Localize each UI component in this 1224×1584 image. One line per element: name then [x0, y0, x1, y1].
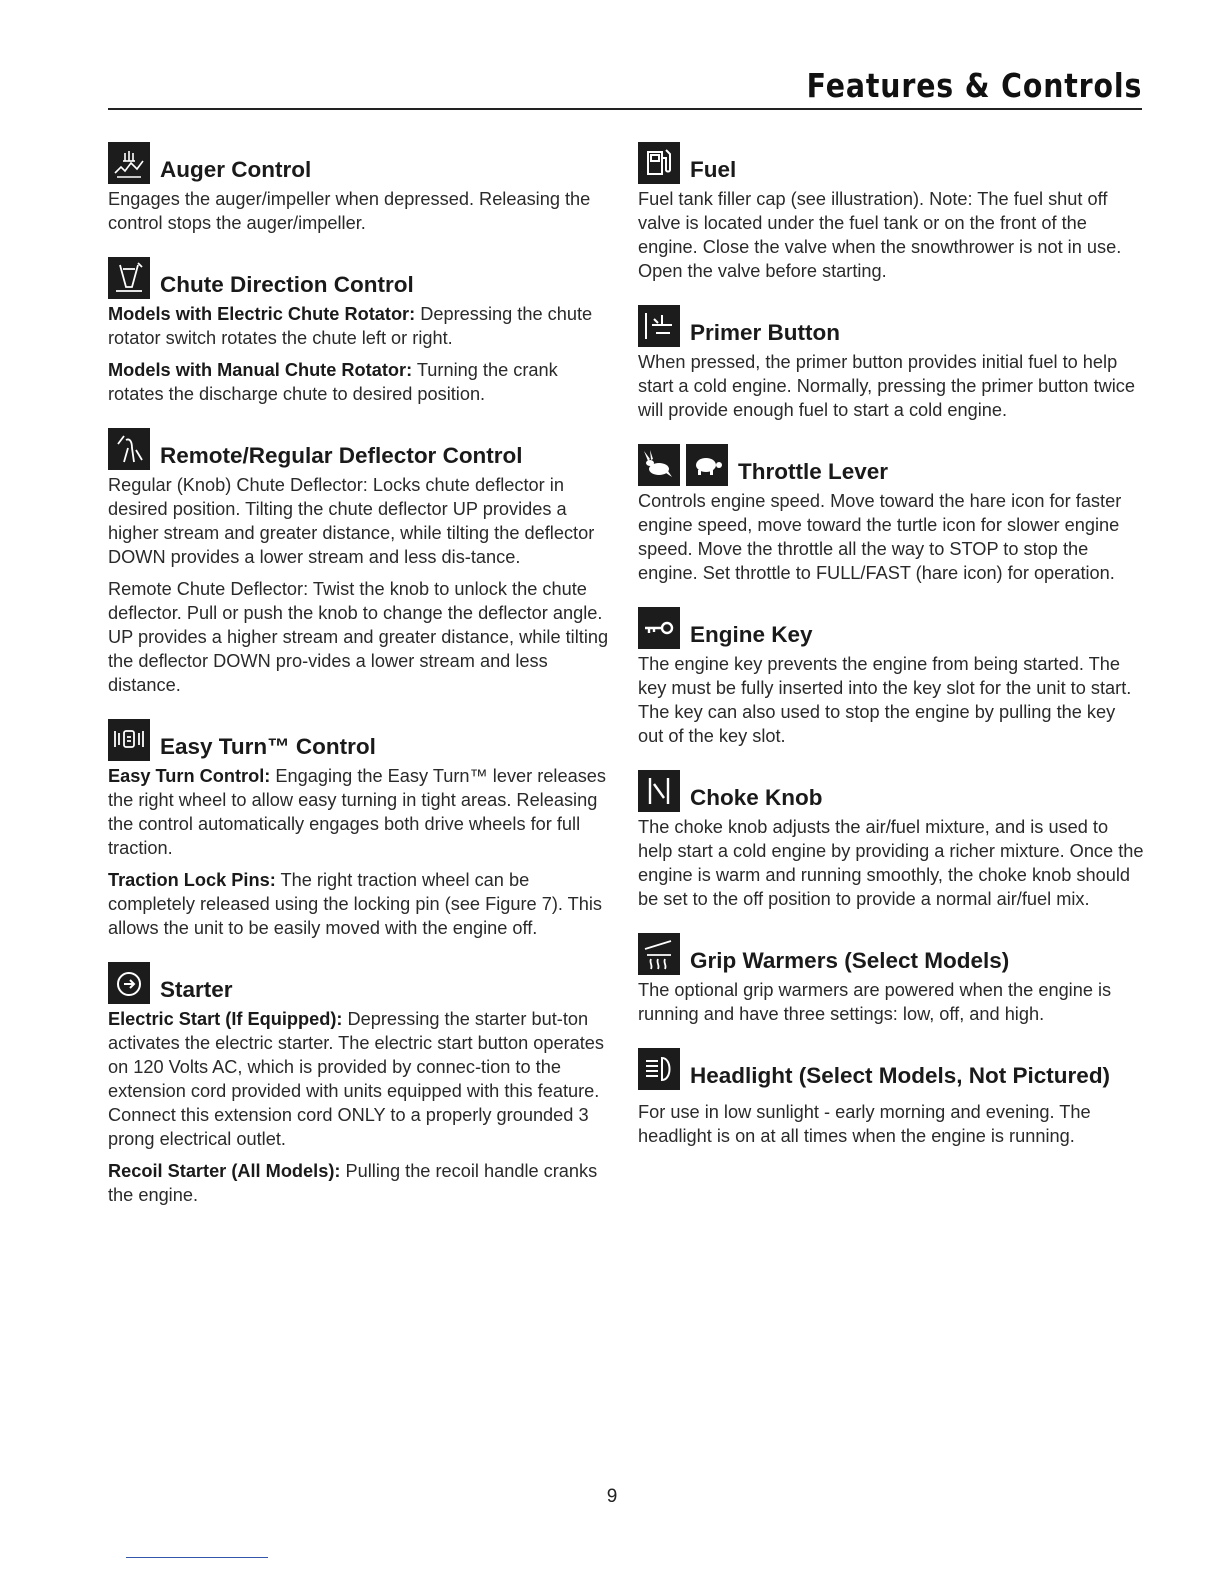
section-heading: [108, 962, 610, 1004]
paragraph-lead: Easy Turn Control:: [108, 766, 271, 786]
paragraph-text: When pressed, the primer button provides initial fuel to help start a cold engine. Normally, pressing the primer button twice will provide enough fuel to start a cold engine.: [638, 352, 1136, 420]
paragraph-lead: Models with Manual Chute Rotator:: [108, 360, 413, 380]
deflector-icon: [108, 428, 150, 470]
section-fuel: [638, 142, 1144, 283]
section-title: Engine Key: [690, 622, 813, 647]
section-paragraph: [638, 350, 1144, 422]
section-engine-key: [638, 607, 1144, 748]
section-grip-warmers-select-models: [638, 933, 1144, 1026]
section-title: Remote/Regular Deflector Control: [160, 443, 523, 468]
fuel-icon: [638, 142, 680, 184]
paragraph-text: Turning the crank rotates the discharge chute to desired position.: [108, 360, 558, 404]
section-paragraph: [638, 978, 1144, 1026]
section-title: Grip Warmers (Select Models): [690, 948, 1010, 973]
paragraph-text: The right traction wheel can be completely released using the locking pin (see Figure 7). This allows the unit to be easily moved with the engine off.: [108, 870, 603, 938]
section-heading: [108, 142, 610, 184]
paragraph-text: Depressing the starter but-ton activates the electric starter. The electric start button operates on 120 Volts AC, which is provided by connec-tion to the extension cord provided with units equipped with this feature. Connect this extension cord ONLY to a properly grounded 3 prong electrical outlet.: [108, 1009, 605, 1149]
section-paragraph: [108, 1159, 610, 1207]
section-heading: [638, 607, 1144, 649]
section-heading: [108, 428, 610, 470]
easy-turn-icon: [108, 719, 150, 761]
turtle-icon: [686, 444, 728, 486]
key-icon: [638, 607, 680, 649]
paragraph-text: The choke knob adjusts the air/fuel mixture, and is used to help start a cold engine by providing a richer mixture. Once the engine is warm and running smoothly, the choke knob should be set to the off position to provide a normal air/fuel mix.: [638, 817, 1144, 909]
section-heading: [638, 444, 1144, 486]
section-title: Easy Turn™ Control: [160, 734, 376, 759]
headlight-icon: [638, 1048, 680, 1090]
choke-icon: [638, 770, 680, 812]
section-paragraph: [108, 1007, 610, 1151]
section-choke-knob: [638, 770, 1144, 911]
section-paragraph: [108, 577, 610, 697]
starter-icon: [108, 962, 150, 1004]
section-primer-button: [638, 305, 1144, 422]
chute-icon: [108, 257, 150, 299]
section-paragraph: [108, 868, 610, 940]
page-header: [108, 62, 1142, 110]
paragraph-text: Engaging the Easy Turn™ lever releases the right wheel to allow easy turning in tight areas. Releasing the control automatically engages both drive wheels for full traction.: [108, 766, 607, 858]
right-column: [638, 142, 1144, 1170]
section-heading: [638, 770, 1144, 812]
footer-rule: [126, 1557, 268, 1558]
paragraph-text: Fuel tank filler cap (see illustration). Note: The fuel shut off valve is located under the fuel tank or on the front of the engine. Close the valve when the snowthrower is not in use. Open the valve before starting.: [638, 189, 1122, 281]
paragraph-text: Pulling the recoil handle cranks the engine.: [108, 1161, 598, 1205]
section-paragraph: [638, 815, 1144, 911]
primer-icon: [638, 305, 680, 347]
section-paragraph: [638, 652, 1144, 748]
section-heading: [638, 142, 1144, 184]
section-paragraph: [638, 187, 1144, 283]
paragraph-lead: Traction Lock Pins:: [108, 870, 276, 890]
section-paragraph: [638, 489, 1144, 585]
paragraph-text: The optional grip warmers are powered when the engine is running and have three settings: low, off, and high.: [638, 980, 1112, 1024]
auger-icon: [108, 142, 150, 184]
section-title: Auger Control: [160, 157, 312, 182]
section-headlight-select-models-not-pictured: [638, 1048, 1144, 1148]
section-heading: [638, 933, 1144, 975]
paragraph-text: For use in low sunlight - early morning and evening. The headlight is on at all times when the engine is running.: [638, 1102, 1091, 1146]
section-easy-turn-control: [108, 719, 610, 940]
section-paragraph: [108, 764, 610, 860]
page-number: 9: [606, 1486, 618, 1507]
section-remote-regular-deflector-control: [108, 428, 610, 697]
section-paragraph: [638, 1100, 1144, 1148]
section-auger-control: [108, 142, 610, 235]
section-title: Chute Direction Control: [160, 272, 414, 297]
section-heading: [638, 1048, 1144, 1090]
section-heading: [108, 719, 610, 761]
section-paragraph: [108, 302, 610, 350]
section-throttle-lever: [638, 444, 1144, 585]
section-title: Throttle Lever: [738, 459, 889, 484]
hare-icon: [638, 444, 680, 486]
section-title: Primer Button: [690, 320, 841, 345]
section-title: Choke Knob: [690, 785, 823, 810]
section-chute-direction-control: [108, 257, 610, 406]
paragraph-lead: Models with Electric Chute Rotator:: [108, 304, 416, 324]
section-title: Headlight (Select Models, Not Pictured): [690, 1063, 1111, 1088]
section-title: Fuel: [690, 157, 737, 182]
grip-warmer-icon: [638, 933, 680, 975]
left-column: [108, 142, 610, 1229]
paragraph-lead: Electric Start (If Equipped):: [108, 1009, 343, 1029]
section-paragraph: [108, 358, 610, 406]
section-title: Starter: [160, 977, 233, 1002]
section-heading: [638, 305, 1144, 347]
paragraph-text: Controls engine speed. Move toward the hare icon for faster engine speed, move toward the turtle icon for slower engine speed. Move the throttle all the way to STOP to stop the engine. Set throttle to FULL/FAST (hare icon) for operation.: [638, 491, 1122, 583]
paragraph-text: The engine key prevents the engine from being started. The key must be fully inserted into the key slot for the unit to start. The key can also used to stop the engine by pulling the key out of the key slot.: [638, 654, 1132, 746]
section-heading: [108, 257, 610, 299]
paragraph-text: Engages the auger/impeller when depressed. Releasing the control stops the auger/impeller.: [108, 189, 591, 233]
paragraph-lead: Recoil Starter (All Models):: [108, 1161, 341, 1181]
paragraph-text: Depressing the chute rotator switch rotates the chute left or right.: [108, 304, 593, 348]
section-starter: [108, 962, 610, 1207]
section-paragraph: [108, 187, 610, 235]
paragraph-text: Regular (Knob) Chute Deflector: Locks chute deflector in desired position. Tilting the chute deflector UP provides a higher stream and greater distance, while tilting the deflector DOWN provides a lower stream and less dis-tance.: [108, 475, 595, 567]
section-paragraph: [108, 473, 610, 569]
paragraph-text: Remote Chute Deflector: Twist the knob to unlock the chute deflector. Pull or push the knob to change the deflector angle. UP provides a higher stream and greater distance, while tilting the deflector DOWN pro-vides a lower stream and less distance.: [108, 579, 609, 695]
page-title: Features & Controls: [806, 66, 1142, 105]
